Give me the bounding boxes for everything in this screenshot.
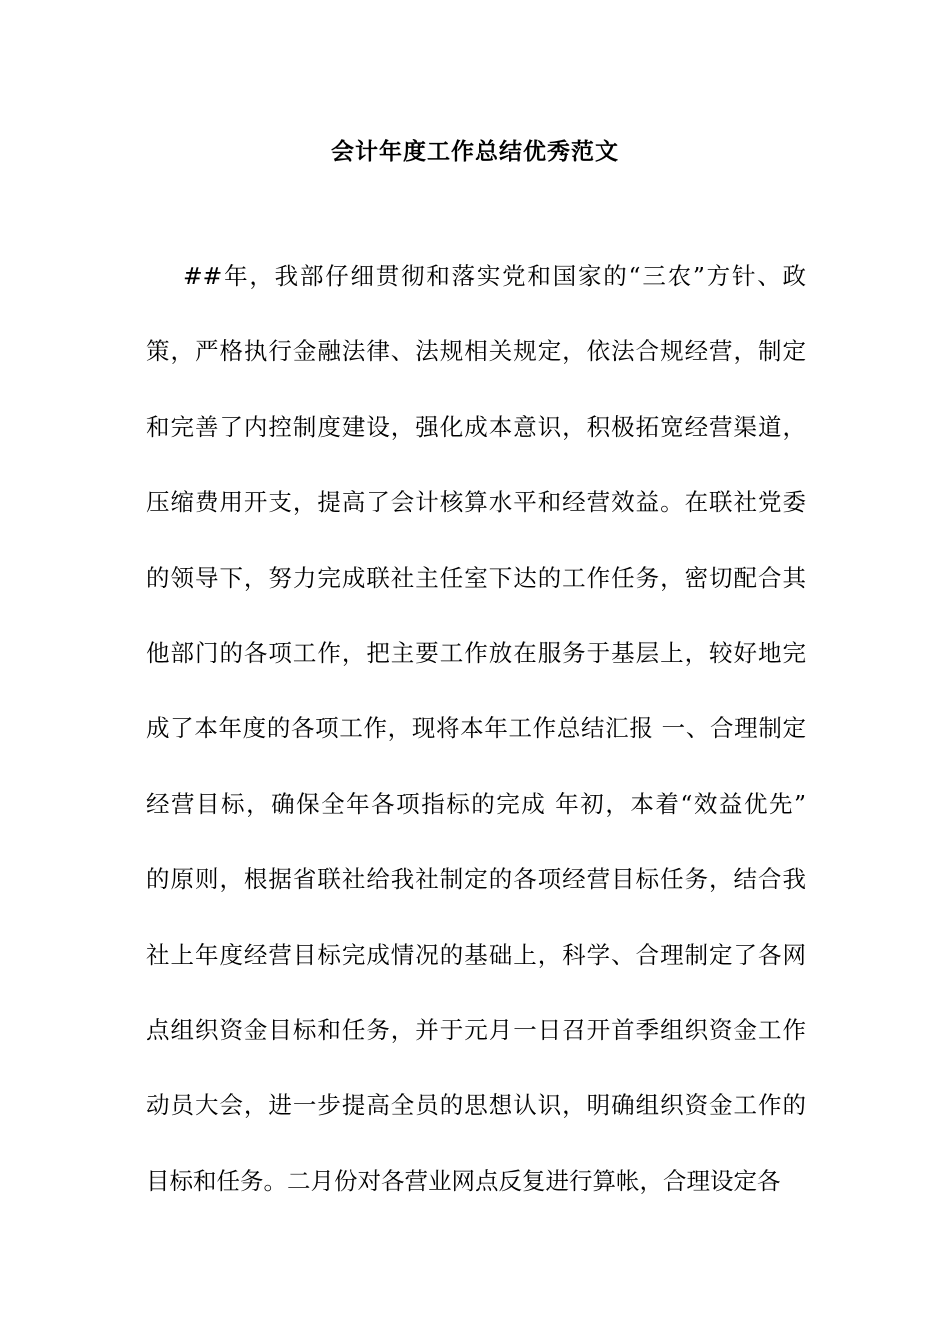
- body-line: 社上年度经营目标完成情况的基础上，科学、合理制定了各网: [146, 940, 806, 969]
- body-line: 和完善了内控制度建设，强化成本意识，积极拓宽经营渠道，: [146, 412, 806, 441]
- document-title: 会计年度工作总结优秀范文: [331, 138, 619, 165]
- body-line: 动员大会，进一步提高全员的思想认识，明确组织资金工作的: [146, 1091, 806, 1120]
- body-line: 点组织资金目标和任务，并于元月一日召开首季组织资金工作: [146, 1015, 806, 1044]
- body-line: 经营目标，确保全年各项指标的完成 年初，本着“效益优先”: [146, 789, 806, 818]
- body-line: ##年，我部仔细贯彻和落实党和国家的“三农”方针、政: [146, 262, 806, 290]
- document-body: [146, 256, 806, 1236]
- body-line: 目标和任务。二月份对各营业网点反复进行算帐，合理设定各: [146, 1166, 781, 1195]
- body-line: 的领导下，努力完成联社主任室下达的工作任务，密切配合其: [146, 563, 806, 592]
- body-line: 他部门的各项工作，把主要工作放在服务于基层上，较好地完: [146, 638, 806, 667]
- body-line: 策，严格执行金融法律、法规相关规定，依法合规经营，制定: [146, 337, 806, 366]
- body-line: 成了本年度的各项工作，现将本年工作总结汇报 一、合理制定: [146, 714, 806, 743]
- body-line: 的原则，根据省联社给我社制定的各项经营目标任务，结合我: [146, 865, 806, 894]
- body-line: 压缩费用开支，提高了会计核算水平和经营效益。在联社党委: [146, 488, 806, 517]
